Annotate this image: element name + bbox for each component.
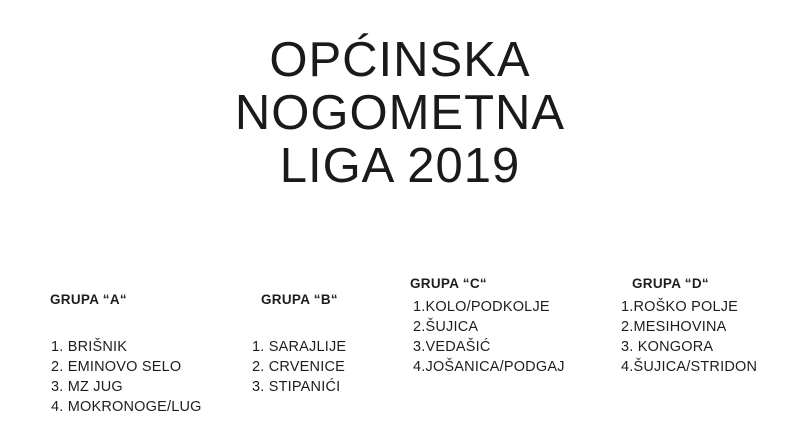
list-item: 4. MOKRONOGE/LUG (51, 399, 202, 415)
list-item: 2. EMINOVO SELO (51, 359, 182, 375)
list-item: 3. KONGORA (621, 339, 714, 355)
team-list (413, 297, 565, 377)
team-list (51, 337, 202, 417)
title-line-2: NOGOMETNA (234, 86, 566, 140)
group-heading: GRUPA “A“ (50, 292, 127, 307)
group-heading: GRUPA “C“ (410, 276, 487, 291)
list-item: 3. STIPANIĆI (252, 379, 341, 395)
list-item: 4.ŠUJICA/STRIDON (621, 359, 758, 375)
list-item: 2. CRVENICE (252, 359, 345, 375)
group-a (50, 292, 202, 417)
list-item: 4.JOŠANICA/PODGAJ (413, 359, 565, 375)
list-item: 3. MZ JUG (51, 379, 123, 395)
title-line-1: OPĆINSKA (269, 33, 531, 87)
page-title (0, 34, 800, 193)
list-item: 1.ROŠKO POLJE (621, 299, 739, 315)
list-item: 2.MESIHOVINA (621, 319, 727, 335)
list-item: 1. BRIŠNIK (51, 339, 128, 355)
list-item: 1.KOLO/PODKOLJE (413, 299, 550, 315)
list-item: 2.ŠUJICA (413, 319, 479, 335)
group-d (621, 276, 758, 377)
team-list (621, 297, 757, 377)
group-heading: GRUPA “B“ (261, 292, 338, 307)
list-item: 1. SARAJLIJE (252, 339, 347, 355)
group-c (410, 276, 565, 377)
title-line-3: LIGA 2019 (279, 139, 521, 193)
group-b (252, 292, 347, 397)
list-item: 3.VEDAŠIĆ (413, 339, 491, 355)
group-heading: GRUPA “D“ (632, 276, 709, 291)
team-list (252, 337, 346, 397)
